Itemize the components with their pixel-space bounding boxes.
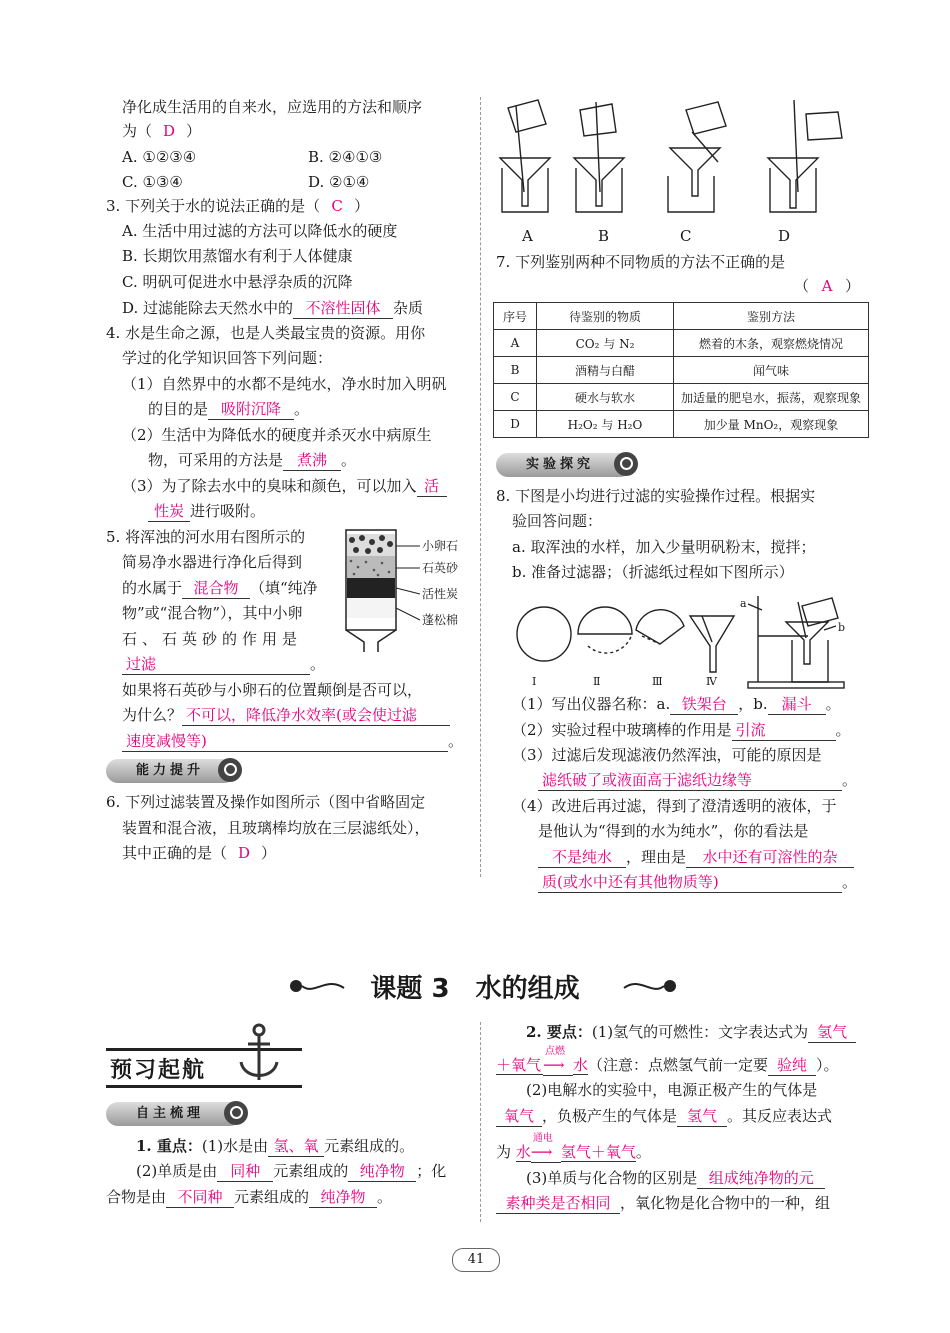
preview-answer-elements: 氢、氧 <box>268 1137 324 1157</box>
q5-answer-3b: 速度减慢等) <box>122 732 448 752</box>
q8-step-b: b. 准备过滤器；（折滤纸过程如下图所示） <box>512 563 794 581</box>
q3-answer: C <box>331 197 343 215</box>
q8-4-line4: 质(或水中还有其他物质等) 。 <box>538 872 857 893</box>
points-line-5: 为 水 通电 ⟶ 氢气＋氧气。 <box>496 1133 651 1161</box>
q5-line8: 为什么？ 不可以，降低净水效率(或会使过滤 <box>122 705 450 726</box>
column-divider <box>480 97 481 877</box>
points-line-3: (2)电解水的实验中，电源正极产生的气体是 <box>526 1081 818 1099</box>
q8-4-answer-2a: 水中还有可溶性的杂 <box>686 848 854 868</box>
q5-answer-1: 混合物 <box>182 579 250 599</box>
preview-answer-pure-1: 纯净物 <box>348 1162 416 1182</box>
title-ornament-right <box>620 972 682 1002</box>
q7-answer-bracket: （ A ） <box>794 277 861 295</box>
q5-line6: 过滤 。 <box>122 654 325 675</box>
q5-line9: 速度减慢等) 。 <box>122 731 463 752</box>
q4-2-line1: （2）生活中为降低水的硬度并杀灭水中病原生 <box>122 426 432 444</box>
ability-badge: 能力提升 <box>106 759 236 783</box>
filtration-options-figure <box>494 96 854 224</box>
q4-3-line2: 性炭 进行吸附。 <box>148 501 265 522</box>
points-line-6: (3)单质与化合物的区别是 组成纯净物的元 <box>526 1168 825 1189</box>
table-row: C 硬水与软水 加适量的肥皂水，振荡，观察现象 <box>494 384 869 411</box>
q2-option-a: A. ①②③④ <box>122 148 197 166</box>
q8-line1: 8. 下图是小均进行过滤的实验操作过程。根据实 <box>496 487 816 505</box>
q4-stem-2: 学过的化学知识回答下列问题： <box>122 349 333 367</box>
header-substances: 待鉴别的物质 <box>537 303 674 330</box>
table-row: D H₂O₂ 与 H₂O 加少量 MnO₂，观察现象 <box>494 411 869 438</box>
self-study-badge: 自主梳理 <box>106 1102 242 1126</box>
q3-option-d: D. 过滤能除去天然水中的 不溶性固体 杂质 <box>122 299 424 317</box>
table-row: A CO₂ 与 N₂ 燃着的木条，观察燃烧情况 <box>494 330 869 357</box>
q4-2-answer: 煮沸 <box>283 451 341 471</box>
q5-line5: 石、石英砂的作用是 <box>122 630 303 648</box>
points-line-1: 2. 要点：(1)氢气的可燃性：文字表达式为 氢气 <box>526 1022 856 1043</box>
q8-step-a: a. 取浑浊的水样，加入少量明矾粉末，搅拌； <box>512 538 816 556</box>
q8-4-line3: 不是纯水 ，理由是 水中还有可溶性的杂 <box>538 847 854 868</box>
q8-4-line1: （4）改进后再过滤，得到了澄清透明的液体，于 <box>512 797 837 815</box>
filter-folding-figure <box>512 586 852 690</box>
q8-1-answer-a: 铁架台 <box>670 695 738 715</box>
q5-line1: 5. 将浑浊的河水用右图所示的 <box>106 528 306 546</box>
identification-table <box>493 302 869 438</box>
page-number: 41 <box>452 1248 500 1272</box>
table-row: B 酒精与白醋 闻气味 <box>494 357 869 384</box>
q8-line2: 验回答问题： <box>512 512 603 530</box>
q5-answer-3a: 不可以，降低净水效率(或会使过滤 <box>182 706 450 726</box>
label-activated-carbon: 活性炭 <box>422 587 459 601</box>
preview-point-1: 1. 重点：(1)水是由 氢、氧 元素组成的。 <box>136 1137 415 1155</box>
q4-3-answer-a: 活 <box>417 477 447 497</box>
points-answer-water: 水 <box>573 1056 589 1074</box>
points-answer-hydrogen: 氢气 <box>808 1023 856 1043</box>
points-answer-negative: 氢气 <box>677 1107 727 1127</box>
experiment-badge: 实验探究 <box>496 453 632 477</box>
q3-d-answer: 不溶性固体 <box>293 299 393 319</box>
preview-point-2a: (2)单质是由 同种 元素组成的 纯净物 ；化 <box>136 1162 447 1180</box>
q3-option-c: C. 明矾可促进水中悬浮杂质的沉降 <box>122 273 353 291</box>
q4-3-answer-b: 性炭 <box>148 502 190 522</box>
preview-answer-pure-2: 纯净物 <box>309 1188 377 1208</box>
section-title: 课题 3 水的组成 <box>370 974 580 1004</box>
q8-3-line1: （3）过滤后发现滤液仍然浑浊，可能的原因是 <box>512 746 822 764</box>
fold-label-2: Ⅱ <box>593 675 601 688</box>
q5-line3: 的水属于 混合物 （填“纯净 <box>122 579 318 597</box>
q4-3-line1: （3）为了除去水中的臭味和颜色，可以加入 活 <box>122 476 447 497</box>
label-pebbles: 小卵石 <box>422 539 459 553</box>
points-answer-positive: 氧气 <box>496 1107 542 1127</box>
electrolysis-products: 氢气＋氧气 <box>560 1143 636 1161</box>
option-c-label: C <box>680 227 692 245</box>
magnifier-icon <box>614 452 638 476</box>
q5-answer-2: 过滤 <box>122 655 310 675</box>
preview-answer-different: 不同种 <box>166 1188 234 1208</box>
fold-label-3: Ⅲ <box>652 675 663 688</box>
points-answer-diff-b: 素种类是否相同 <box>496 1194 620 1214</box>
q2-option-d: D. ②①④ <box>308 173 370 191</box>
q6-line1: 6. 下列过滤装置及操作如图所示（图中省略固定 <box>106 793 426 811</box>
q5-line4: 物”或“混合物”），其中小卵 <box>122 604 303 622</box>
header-index: 序号 <box>494 303 537 330</box>
q8-4-line2: 是他认为“得到的水为纯水”，你的看法是 <box>538 822 809 840</box>
q4-2-line2: 物，可采用的方法是 煮沸 。 <box>148 451 357 469</box>
q8-1: （1）写出仪器名称：a. 铁架台 ，b. 漏斗 。 <box>512 695 841 713</box>
reaction-arrow-electric: 通电 ⟶ <box>531 1142 561 1163</box>
points-line-2: ＋氧气 点燃 ⟶ 水（注意：点燃氢气前一定要 验纯 ）。 <box>496 1046 839 1074</box>
q7-stem: 7. 下列鉴别两种不同物质的方法不正确的是 <box>496 253 786 271</box>
preview-answer-same: 同种 <box>217 1162 273 1182</box>
points-line-4: 氧气 ，负极产生的气体是 氢气 。其反应表达式 <box>496 1106 832 1127</box>
apparatus-label-a: a <box>740 597 747 610</box>
label-quartz-sand: 石英砂 <box>422 561 459 575</box>
q7-answer: A <box>821 277 833 295</box>
option-b-label: B <box>598 227 610 245</box>
q8-1-answer-b: 漏斗 <box>768 695 826 715</box>
magnifier-icon <box>218 758 242 782</box>
q3-stem: 3. 下列关于水的说法正确的是（ C ） <box>106 197 370 215</box>
option-d-label: D <box>778 227 791 245</box>
q5-line7: 如果将石英砂与小卵石的位置颠倒是否可以， <box>122 681 423 699</box>
fold-label-1: Ⅰ <box>532 675 537 688</box>
q4-1-line2: 的目的是 吸附沉降 。 <box>148 400 310 418</box>
q4-stem: 4. 水是生命之源，也是人类最宝贵的资源。用你 <box>106 324 426 342</box>
q5-line2: 简易净水器进行净化后得到 <box>122 553 303 571</box>
points-line-7: 素种类是否相同 ，氧化物是化合物中的一种，组 <box>496 1193 830 1214</box>
q2-continuation: 净化成生活用的自来水，应选用的方法和顺序 <box>122 98 423 116</box>
magnifier-icon <box>224 1101 248 1125</box>
q4-1-answer: 吸附沉降 <box>208 400 294 420</box>
option-a-label: A <box>522 227 533 245</box>
q8-4-answer-1: 不是纯水 <box>538 848 626 868</box>
q8-3-answer: 滤纸破了或液面高于滤纸边缘等 <box>538 771 842 791</box>
q2-option-c: C. ①③④ <box>122 173 183 191</box>
preview-point-2b: 合物是由 不同种 元素组成的 纯净物 。 <box>106 1188 393 1206</box>
q2-answer: D <box>163 122 176 140</box>
q3-option-a: A. 生活中用过滤的方法可以降低水的硬度 <box>122 222 398 240</box>
q2-line2: 为（ D ） <box>122 122 202 140</box>
header-method: 鉴别方法 <box>674 303 869 330</box>
table-header-row <box>494 303 869 330</box>
preview-banner-title: 预习起航 <box>110 1058 207 1083</box>
q8-2: （2）实验过程中玻璃棒的作用是 引流 。 <box>512 721 851 739</box>
q3-option-b: B. 长期饮用蒸馏水有利于人体健康 <box>122 247 353 265</box>
q6-answer: D <box>238 844 251 862</box>
q4-1-line1: （1）自然界中的水都不是纯水，净水时加入明矾 <box>122 375 447 393</box>
label-cotton: 蓬松棉 <box>422 613 459 627</box>
reaction-arrow-ignite: 点燃 ⟶ <box>543 1055 573 1076</box>
q6-line2: 装置和混合液，且玻璃棒均放在三层滤纸处）， <box>122 819 430 837</box>
points-answer-verify: 验纯 <box>768 1056 816 1076</box>
anchor-icon <box>236 1022 282 1088</box>
bottom-column-divider <box>480 1022 481 1222</box>
fold-label-4: Ⅳ <box>706 675 717 688</box>
q8-4-answer-2b: 质(或水中还有其他物质等) <box>538 873 842 893</box>
q2-option-b: B. ②④①③ <box>308 148 383 166</box>
points-answer-oxygen: ＋氧气 <box>496 1056 542 1074</box>
q8-2-answer: 引流 <box>732 721 836 741</box>
points-answer-diff-a: 组成纯净物的元 <box>697 1169 825 1189</box>
q8-3-line2: 滤纸破了或液面高于滤纸边缘等 。 <box>538 770 857 791</box>
electrolysis-reactant: 水 <box>515 1143 531 1161</box>
apparatus-label-b: b <box>838 621 846 634</box>
q6-line3: 其中正确的是（ D ） <box>122 844 277 862</box>
